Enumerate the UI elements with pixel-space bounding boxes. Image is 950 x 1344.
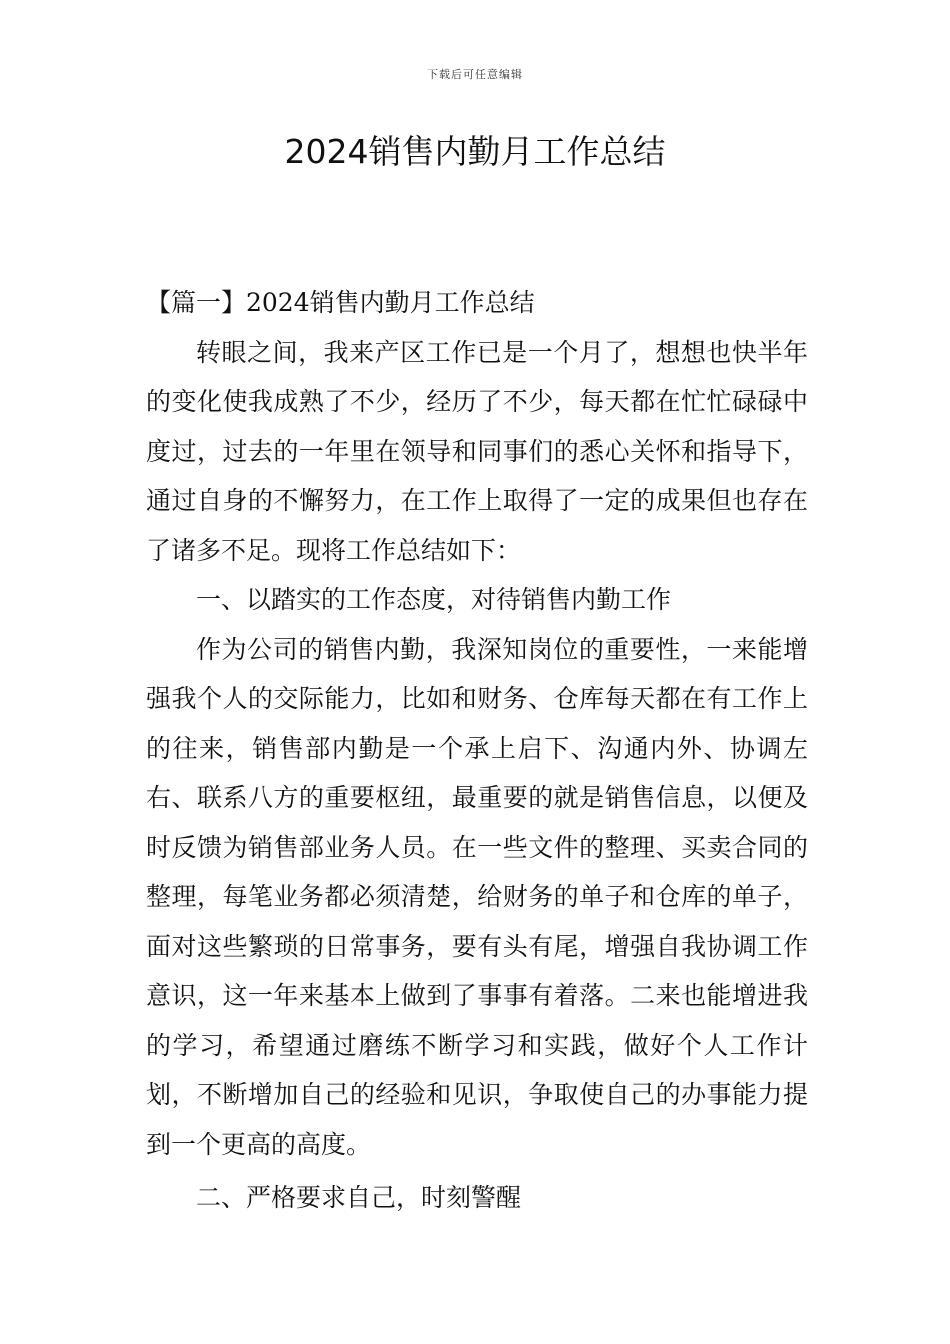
subheading-two: 二、严格要求自己，时刻警醒: [196, 1183, 522, 1212]
subheading-one: 一、以踏实的工作态度，对待销售内勤工作: [196, 585, 672, 614]
header-note: 下载后可任意编辑: [427, 68, 523, 81]
section-heading: 【篇一】2024销售内勤月工作总结: [146, 288, 535, 317]
body-paragraph: 作为公司的销售内勤，我深知岗位的重要性，一来能增强我个人的交际能力，比如和财务、仓库每天都在有工作上的往来，销售部内勤是一个承上启下、沟通内外、协调左右、联系八方的重要枢纽，最重要的就是销售信息，以便及时反馈为销售部业务人员。在一些文件的整理、买卖合同的整理，每笔业务都必须清楚，给财务的单子和仓库的单子，面对这些繁琐的日常事务，要有头有尾，增强自我协调工作意识，这一年来基本上做到了事事有着落。二来也能增进我的学习，希望通过磨练不断学习和实践，做好个人工作计划，不断增加自己的经验和见识，争取使自己的办事能力提到一个更高的高度。: [146, 634, 808, 1159]
intro-paragraph: 转眼之间，我来产区工作已是一个月了，想想也快半年的变化使我成熟了不少，经历了不少，每天都在忙忙碌碌中度过，过去的一年里在领导和同事们的悉心关怀和指导下，通过自身的不懈努力，在工作上取得了一定的成果但也存在了诸多不足。现将工作总结如下：: [146, 337, 808, 565]
document-title: 2024销售内勤月工作总结: [284, 132, 666, 171]
document-body: [146, 278, 808, 1223]
